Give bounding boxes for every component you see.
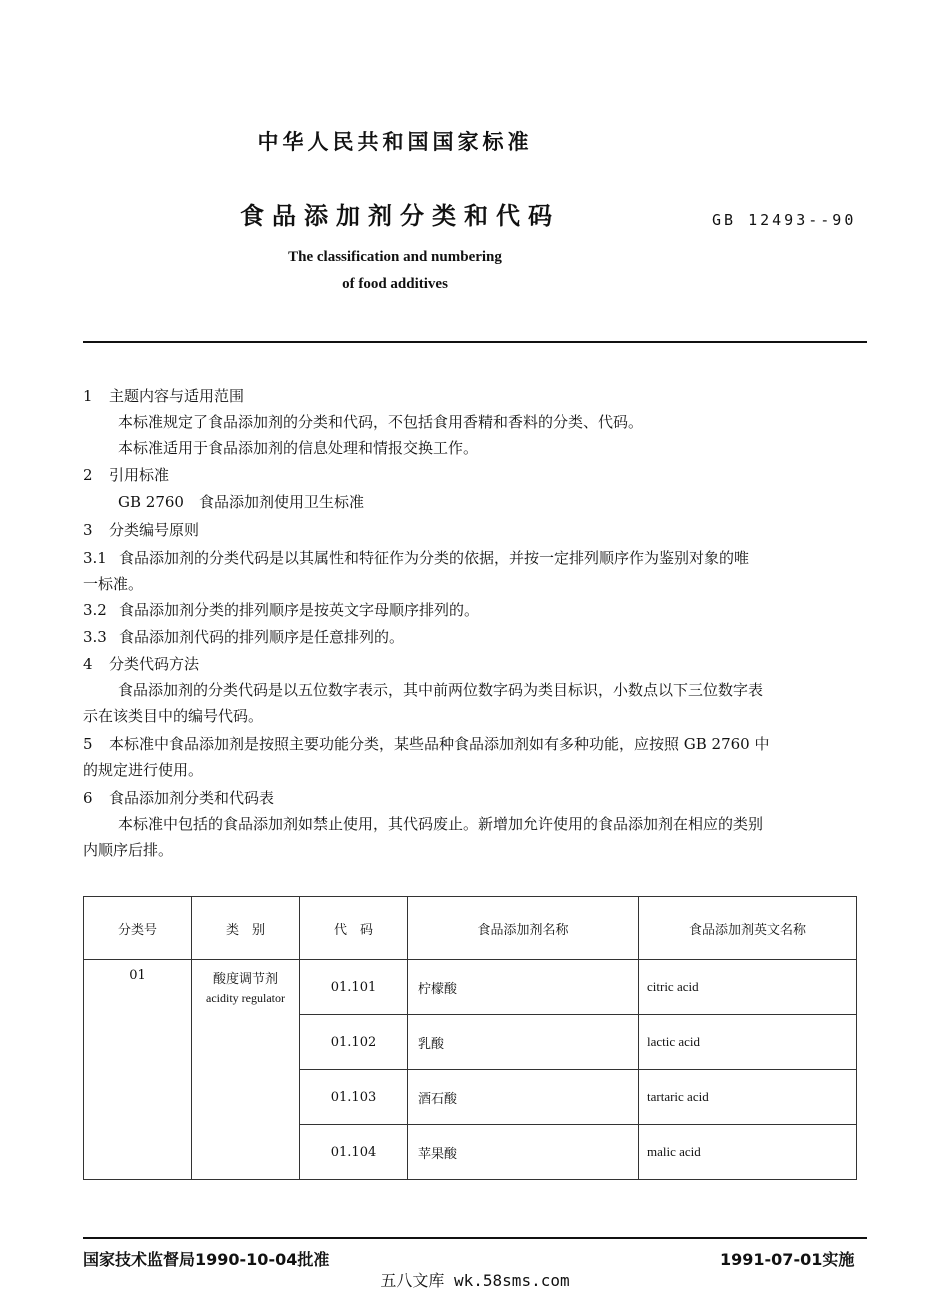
body-line-text: 示在该类目中的编号代码。 (83, 707, 264, 725)
name-cn-cell: 酒石酸 (408, 1070, 639, 1125)
body-line-text: 的规定进行使用。 (83, 761, 204, 779)
section-number: 4 (83, 655, 93, 673)
category-en: acidity regulator (206, 991, 285, 1005)
watermark-text: 五八文库 wk.58sms.com (380, 1271, 570, 1290)
body-line (83, 386, 244, 406)
body-line-text: 本标准中包括的食品添加剂如禁止使用，其代码废止。新增加允许使用的食品添加剂在相应的类别 (118, 815, 764, 833)
body-line-text: 引用标准 (109, 466, 170, 484)
table-row (84, 960, 857, 1015)
code-cell: 01.101 (300, 960, 408, 1015)
body-line (83, 706, 263, 726)
section-number: 3.3 (83, 628, 107, 646)
category-cn: 酸度调节剂 (212, 972, 278, 987)
col-header-code: 代 码 (300, 897, 408, 960)
col-header-name-cn: 食品添加剂名称 (408, 897, 639, 960)
name-en-cell: citric acid (639, 960, 857, 1015)
body-line (83, 654, 199, 674)
english-title-line-2: of food additives (342, 276, 448, 292)
body-line-text: 一标准。 (83, 575, 144, 593)
section-number: 1 (83, 387, 93, 405)
table-header-row (84, 897, 857, 960)
body-line-text: 本标准适用于食品添加剂的信息处理和情报交换工作。 (118, 439, 479, 457)
body-line (83, 548, 749, 568)
body-line (83, 760, 203, 780)
section-number: 3.2 (83, 601, 107, 619)
body-line (83, 600, 479, 620)
body-line (118, 492, 364, 512)
col-header-category-no: 分类号 (84, 897, 192, 960)
standard-code: GB 12493--90 (712, 211, 857, 229)
body-line (83, 840, 173, 860)
body-line (83, 734, 770, 754)
body-line (118, 814, 763, 834)
national-standard-heading: 中华人民共和国国家标准 (257, 130, 533, 154)
body-line-text: 食品添加剂代码的排列顺序是任意排列的。 (119, 628, 405, 646)
name-en-cell: malic acid (639, 1125, 857, 1180)
effective-date: 1991-07-01实施 (720, 1250, 855, 1269)
body-line (118, 412, 643, 432)
col-header-name-en: 食品添加剂英文名称 (639, 897, 857, 960)
header-divider (83, 341, 867, 343)
code-cell: 01.103 (300, 1070, 408, 1125)
name-cn-cell: 乳酸 (408, 1015, 639, 1070)
document-title: 食品添加剂分类和代码 (240, 202, 560, 230)
section-number: 6 (83, 789, 93, 807)
body-line-text: 食品添加剂的分类代码是以其属性和特征作为分类的依据，并按一定排列顺序作为鉴别对象的唯 (119, 549, 750, 567)
code-cell: 01.104 (300, 1125, 408, 1180)
body-line (83, 788, 274, 808)
section-number: 3.1 (83, 549, 107, 567)
body-line-text: 分类编号原则 (109, 521, 200, 539)
body-line-text: 食品添加剂的分类代码是以五位数字表示，其中前两位数字码为类目标识，小数点以下三位数字表 (118, 681, 764, 699)
category-cell (192, 960, 300, 1180)
approval-date: 国家技术监督局1990-10-04批准 (83, 1250, 330, 1269)
body-line-text: 食品添加剂分类的排列顺序是按英文字母顺序排列的。 (119, 601, 480, 619)
body-line (83, 520, 199, 540)
section-number: 3 (83, 521, 93, 539)
name-cn-cell: 柠檬酸 (408, 960, 639, 1015)
section-number: 5 (83, 735, 93, 753)
body-line-text: GB 2760 食品添加剂使用卫生标准 (118, 493, 364, 511)
name-cn-cell: 苹果酸 (408, 1125, 639, 1180)
category-no-cell: 01 (84, 960, 192, 1180)
body-line-text: 本标准中食品添加剂是按照主要功能分类，某些品种食品添加剂如有多种功能，应按照 GB 2760 中 (109, 735, 770, 753)
section-number: 2 (83, 466, 93, 484)
body-line-text: 本标准规定了食品添加剂的分类和代码，不包括食用香精和香料的分类、代码。 (118, 413, 644, 431)
code-cell: 01.102 (300, 1015, 408, 1070)
body-line (83, 465, 169, 485)
col-header-category: 类 别 (192, 897, 300, 960)
body-line-text: 食品添加剂分类和代码表 (109, 789, 275, 807)
body-line-text: 内顺序后排。 (83, 841, 174, 859)
body-line-text: 分类代码方法 (109, 655, 200, 673)
name-en-cell: tartaric acid (639, 1070, 857, 1125)
body-line (118, 438, 478, 458)
name-en-cell: lactic acid (639, 1015, 857, 1070)
body-line-text: 主题内容与适用范围 (109, 387, 245, 405)
body-line (118, 680, 763, 700)
body-line (83, 627, 404, 647)
english-title-line-1: The classification and numbering (288, 249, 502, 265)
body-line (83, 574, 143, 594)
additive-code-table (83, 896, 857, 1180)
footer-divider (83, 1237, 867, 1239)
